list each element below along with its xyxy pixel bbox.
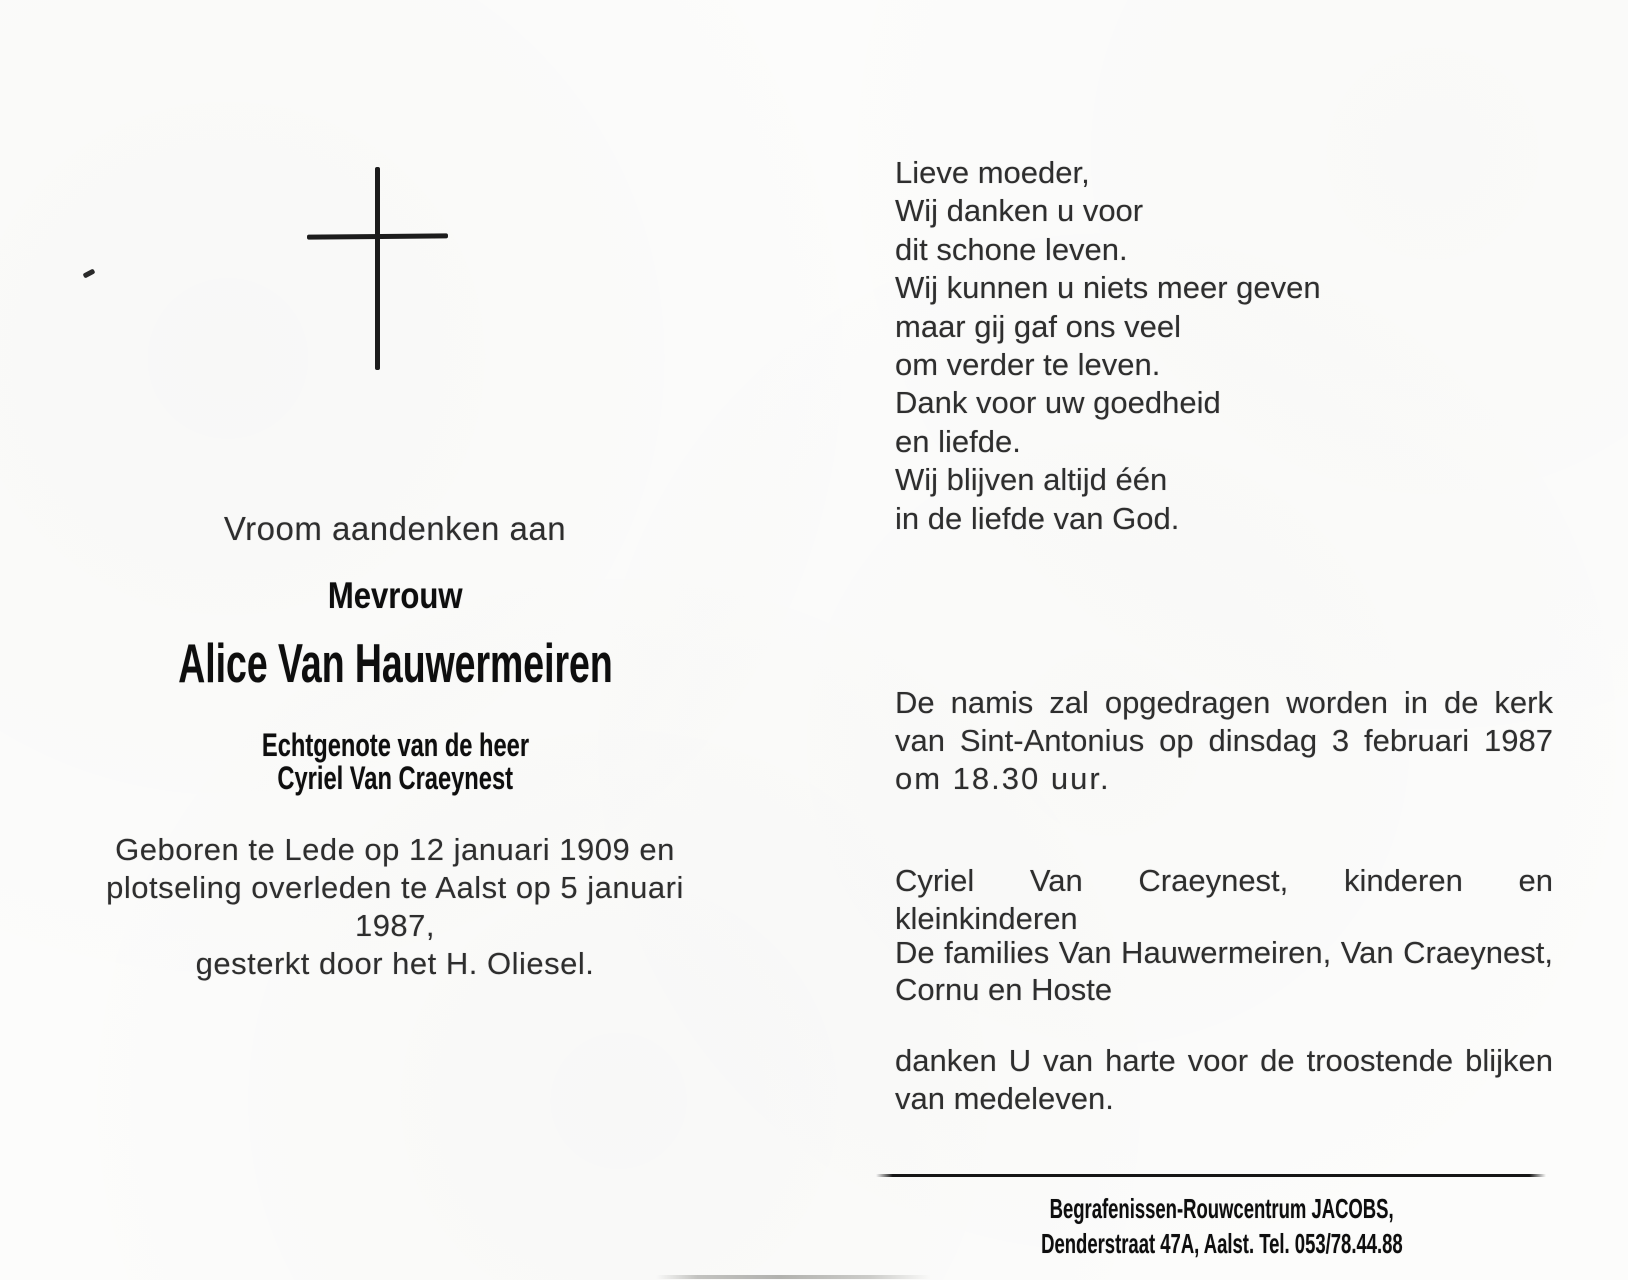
- funeral-home-block: [892, 1191, 1552, 1261]
- poem-line: Wij danken u voor: [895, 193, 1144, 229]
- scan-artifact-streak: [656, 1275, 931, 1279]
- memorial-title-row: [70, 577, 720, 614]
- funeral-home-name: Begrafenissen-Rouwcentrum JACOBS,: [1049, 1193, 1395, 1224]
- cross-vertical-stroke: [375, 167, 380, 370]
- service-line: De namis zal opgedragen worden in de kerk: [895, 685, 1553, 720]
- families-block: [895, 934, 1553, 1008]
- poem-line: Wij blijven altijd één: [895, 462, 1168, 498]
- memorial-title: Mevrouw: [327, 575, 463, 616]
- service-time-line: om 18.30 uur.: [895, 761, 1111, 796]
- scan-speck: [83, 268, 96, 278]
- poem-line: om verder te leven.: [895, 347, 1161, 383]
- thanks-line: danken U van harte voor de troostende blijken: [895, 1043, 1553, 1078]
- life-dates-line: plotseling overleden te Aalst op 5 januari 1987,: [106, 870, 684, 943]
- families-line: Cornu en Hoste: [895, 972, 1113, 1007]
- funeral-home-address-row: [892, 1226, 1552, 1261]
- life-dates-line: gesterkt door het H. Oliesel.: [195, 946, 595, 981]
- service-announcement-block: [895, 684, 1553, 798]
- spouse-name-line: [70, 762, 720, 795]
- funeral-home-name-row: [892, 1191, 1552, 1226]
- deceased-name-row: [70, 632, 720, 694]
- deceased-name: Alice Van Hauwermeiren: [177, 632, 613, 694]
- next-of-kin-line: Cyriel Van Craeynest, kinderen en kleinkinderen: [895, 863, 1553, 936]
- families-line: De families Van Hauwermeiren, Van Craeynest,: [895, 935, 1553, 970]
- spouse-line-text: Echtgenote van de heer: [261, 727, 529, 763]
- life-dates-block: [70, 831, 720, 983]
- poem-line: in de liefde van God.: [895, 500, 1180, 536]
- poem-block: [895, 154, 1553, 538]
- thanks-line: van medeleven.: [895, 1081, 1114, 1116]
- spouse-block: [70, 729, 720, 795]
- spouse-name-text: Cyriel Van Craeynest: [277, 760, 513, 796]
- poem-line: maar gij gaf ons veel: [895, 308, 1182, 344]
- footer-divider: [876, 1174, 1546, 1177]
- poem-line: dit schone leven.: [895, 231, 1128, 267]
- next-of-kin-block: [895, 862, 1553, 938]
- service-line: van Sint-Antonius op dinsdag 3 februari 1987: [895, 723, 1553, 758]
- poem-line: en liefde.: [895, 423, 1021, 459]
- poem-line: Dank voor uw goedheid: [895, 385, 1221, 421]
- poem-line: Wij kunnen u niets meer geven: [895, 270, 1321, 306]
- thanks-block: [895, 1042, 1553, 1118]
- poem-line: Lieve moeder,: [895, 155, 1090, 190]
- cross-horizontal-stroke: [307, 233, 448, 239]
- funeral-home-address: Denderstraat 47A, Aalst. Tel. 053/78.44.88: [1041, 1228, 1403, 1259]
- memorial-intro: Vroom aandenken aan: [223, 510, 567, 547]
- life-dates-line: Geboren te Lede op 12 januari 1909 en: [115, 832, 675, 867]
- spouse-line: [70, 729, 720, 762]
